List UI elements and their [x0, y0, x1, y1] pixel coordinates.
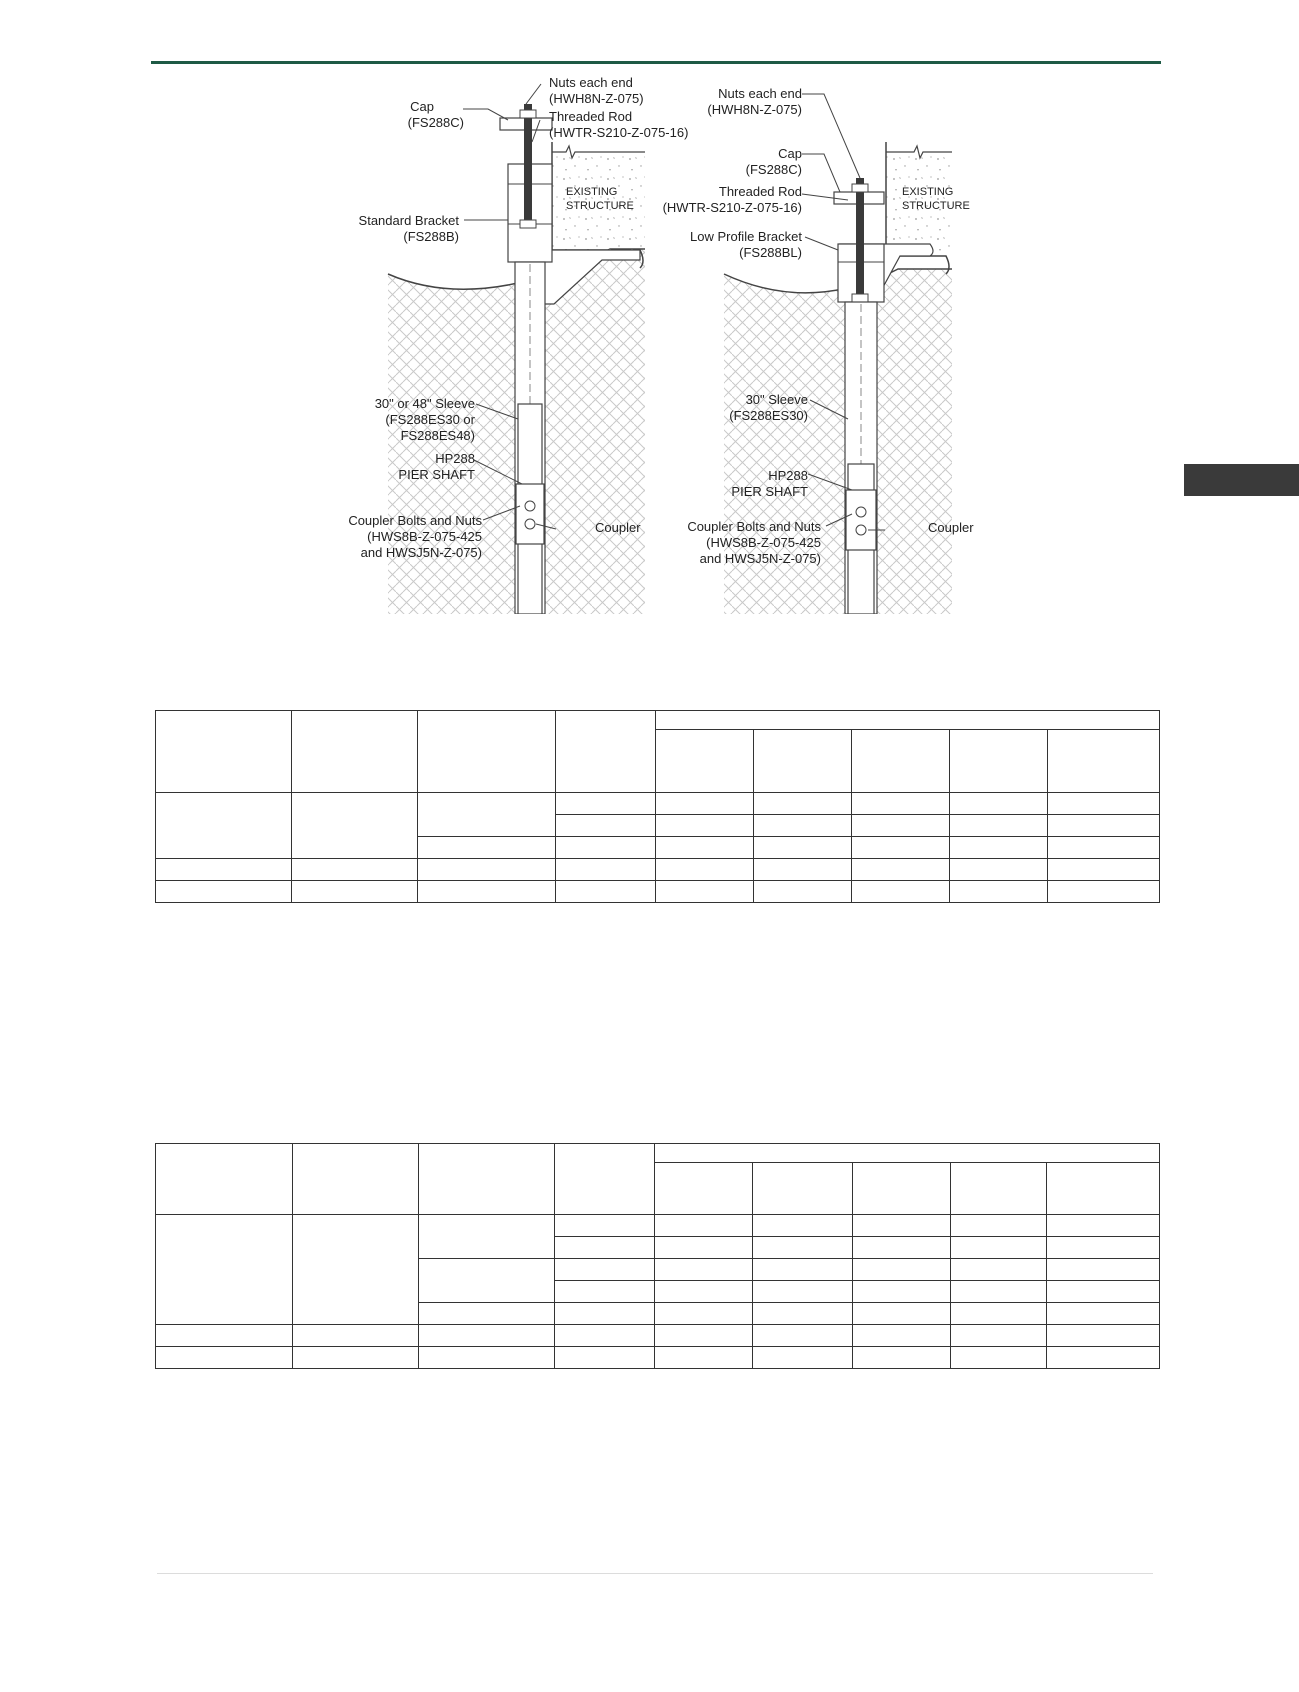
pier-bracket-figure	[340, 74, 1000, 619]
table-header-cell	[156, 1144, 293, 1215]
table-header-cell	[753, 1163, 853, 1215]
section-tab-marker	[1184, 464, 1299, 496]
table-header-cell	[950, 730, 1048, 793]
right-sleeve-label: 30" Sleeve	[745, 392, 808, 407]
table-header-group	[655, 1144, 1160, 1163]
table-header-cell	[853, 1163, 951, 1215]
table-header-cell	[292, 711, 418, 793]
table-header-cell	[951, 1163, 1047, 1215]
left-rod-label: Threaded Rod	[549, 109, 633, 124]
right-structure-line1: EXISTING	[902, 186, 954, 198]
table-header-cell	[1048, 730, 1160, 793]
right-structure-line2: STRUCTURE	[902, 200, 970, 212]
table-header-cell	[852, 730, 950, 793]
right-cap-part: (FS288C)	[745, 162, 802, 177]
left-bolts-part1: (HWS8B-Z-075-425	[367, 529, 482, 544]
left-nuts-part: (HWH8N-Z-075)	[549, 91, 644, 106]
left-shaft-line1: HP288	[435, 451, 475, 466]
table-header-cell	[556, 711, 656, 793]
right-bracket-label: Low Profile Bracket	[690, 229, 802, 244]
right-bolts-label: Coupler Bolts and Nuts	[687, 519, 821, 534]
table-header-cell	[419, 1144, 555, 1215]
table-header-cell	[655, 1163, 753, 1215]
right-bolts-part2: and HWSJ5N-Z-075)	[699, 551, 821, 566]
right-coupler-label: Coupler	[928, 520, 974, 535]
right-shaft-line2: PIER SHAFT	[731, 484, 808, 499]
left-bracket-label: Standard Bracket	[358, 213, 459, 228]
table-header-cell	[555, 1144, 655, 1215]
right-nuts-label: Nuts each end	[718, 86, 802, 101]
right-bracket-part: (FS288BL)	[739, 245, 802, 260]
right-cap-label: Cap	[778, 146, 802, 161]
left-shaft-line2: PIER SHAFT	[398, 467, 475, 482]
left-structure-line1: EXISTING	[566, 186, 618, 198]
left-structure-line2: STRUCTURE	[566, 200, 634, 212]
table-header-cell	[293, 1144, 419, 1215]
capacity-table-standard-bracket	[155, 710, 1160, 903]
left-bracket-part: (FS288B)	[403, 229, 459, 244]
left-sleeve-label: 30" or 48" Sleeve	[374, 396, 475, 411]
table-header-group	[656, 711, 1160, 730]
left-rod-part: (HWTR-S210-Z-075-16)	[549, 125, 689, 140]
left-cap-label: Cap	[410, 99, 434, 114]
right-rod-label: Threaded Rod	[718, 184, 802, 199]
left-sleeve-part2: FS288ES48)	[400, 428, 475, 443]
table-header-cell	[418, 711, 556, 793]
right-rod-part: (HWTR-S210-Z-075-16)	[662, 200, 802, 215]
table-header-cell	[156, 711, 292, 793]
header-rule	[151, 61, 1161, 64]
table-row	[156, 1347, 1160, 1369]
right-bolts-part1: (HWS8B-Z-075-425	[706, 535, 821, 550]
left-bolts-label: Coupler Bolts and Nuts	[348, 513, 482, 528]
left-nuts-label: Nuts each end	[549, 75, 633, 90]
table-row	[156, 1215, 1160, 1237]
table-header-cell	[1047, 1163, 1160, 1215]
footer-rule	[157, 1573, 1153, 1574]
capacity-table-low-profile-bracket	[155, 1143, 1160, 1369]
right-sleeve-part1: (FS288ES30)	[729, 408, 808, 423]
left-sleeve-part1: (FS288ES30 or	[385, 412, 475, 427]
right-shaft-line1: HP288	[768, 468, 808, 483]
table-row	[156, 793, 1160, 815]
table-header-cell	[656, 730, 754, 793]
table-row	[156, 1325, 1160, 1347]
table-row	[156, 859, 1160, 881]
table-row	[156, 881, 1160, 903]
left-coupler-label: Coupler	[595, 520, 641, 535]
left-bolts-part2: and HWSJ5N-Z-075)	[360, 545, 482, 560]
table-header-cell	[754, 730, 852, 793]
right-nuts-part: (HWH8N-Z-075)	[707, 102, 802, 117]
left-cap-part: (FS288C)	[407, 115, 464, 130]
